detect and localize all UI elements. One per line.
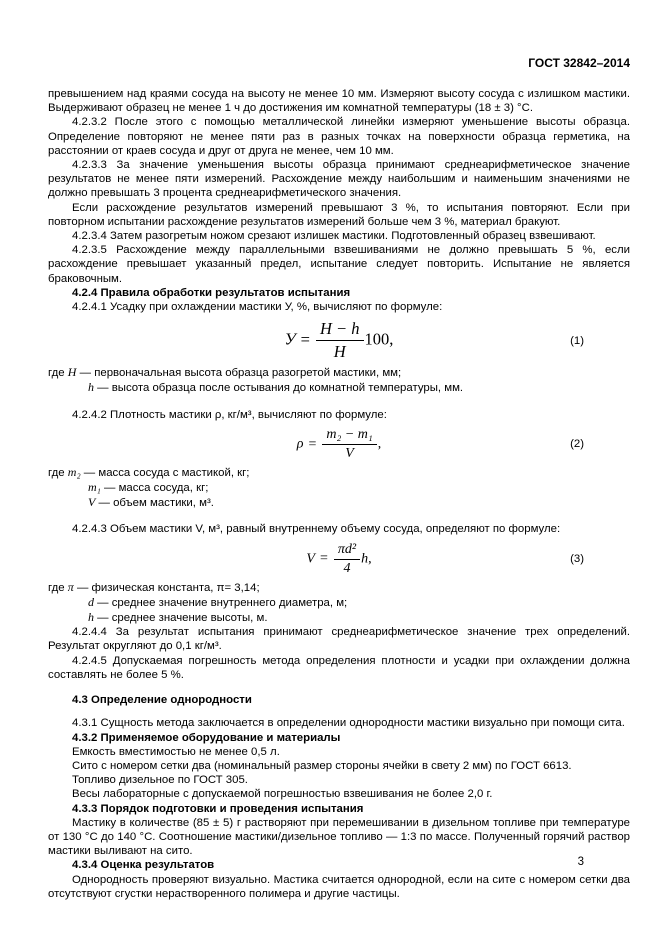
where-variable: m₁ bbox=[88, 480, 101, 495]
paragraph-4-2-3-4: 4.2.3.4 Затем разогретым ножом срезают излишек мастики. Подготовленный образец взвешивают. bbox=[72, 230, 596, 243]
heading-4-3-2: 4.3.2 Применяемое оборудование и материалы bbox=[72, 731, 341, 744]
fraction bbox=[316, 319, 364, 362]
formula-suffix: , bbox=[368, 551, 372, 567]
equals-sign: = bbox=[308, 436, 317, 452]
paragraph-4-2-4-5: 4.2.4.5 Допускаемая погрешность метода определения плотности и усадки при охлаждении должна составлять не более 5 %. bbox=[48, 654, 630, 681]
where-line bbox=[48, 595, 630, 610]
paragraph-4-2-3-2: 4.2.3.2 После этого с помощью металлической линейки измеряют уменьшение высоты образца. Определение повторяют не менее пяти раз в разных точках на поверхности образца герметика, на расстоянии от краев сосуда и друг от друга не менее, чем 10 мм. bbox=[48, 116, 630, 157]
formula-lhs: V bbox=[306, 551, 315, 567]
where-lead: где bbox=[48, 466, 68, 479]
formula-2 bbox=[48, 427, 630, 462]
formula-suffix: 100, bbox=[364, 329, 394, 349]
where-line bbox=[48, 365, 630, 380]
where-line bbox=[48, 580, 630, 595]
formula-1 bbox=[48, 319, 630, 362]
heading-4-3: 4.3 Определение однородности bbox=[72, 694, 252, 707]
paragraph-4-2-3-5: 4.2.3.5 Расхождение между параллельными взвешиваниями не должно превышать 5 %, если расхождение превышает указанный предел, испытание следует повторить. Испытание не является браковочным. bbox=[48, 244, 630, 285]
where-variable: H bbox=[67, 365, 77, 380]
paragraph-4-2-4-2: 4.2.4.2 Плотность мастики ρ, кг/м³, вычисляют по формуле: bbox=[72, 408, 387, 421]
paragraph-discrepancy-rule: Если расхождение результатов измерений превышают 3 %, то испытания повторяют. Если при повторном испытании расхождение результатов измерений больше чем 3 %, материал бракуют. bbox=[48, 201, 630, 228]
paragraph-sieve: Сито с номером сетки два (номинальный размер стороны ячейки в свету 2 мм) по ГОСТ 6613. bbox=[72, 759, 572, 772]
paragraph-intro-continuation: превышением над краями сосуда на высоту не менее 10 мм. Измеряют высоту сосуда с излишком мастики. Выдерживают образец не менее 1 ч до достижения им комнатной температуры (18 ± 3) °С. bbox=[48, 88, 630, 115]
formula-1-expression bbox=[285, 319, 394, 362]
fraction bbox=[334, 542, 360, 577]
doc-code-header: ГОСТ 32842–2014 bbox=[528, 56, 630, 70]
formula-number: (1) bbox=[570, 334, 584, 347]
paragraph-4-2-4-1: 4.2.4.1 Усадку при охлаждении мастики У, %, вычисляют по формуле: bbox=[72, 301, 443, 314]
where-variable: m₂ bbox=[67, 464, 81, 479]
heading-4-2-4: 4.2.4 Правила обработки результатов испытания bbox=[72, 286, 351, 299]
where-text: — среднее значение внутреннего диаметра, м; bbox=[94, 596, 348, 609]
formula-suffix: , bbox=[377, 436, 382, 452]
where-text: — объем мастики, м³. bbox=[95, 497, 214, 510]
where-variable: π bbox=[67, 579, 74, 594]
where-line bbox=[48, 610, 630, 625]
where-text: — физическая константа, π= 3,14; bbox=[73, 581, 260, 594]
page-number: 3 bbox=[577, 856, 584, 868]
fraction bbox=[322, 427, 376, 462]
formula-lhs: ρ bbox=[296, 436, 304, 452]
where-line bbox=[48, 465, 630, 480]
fraction-denominator: 4 bbox=[343, 560, 351, 576]
paragraph-4-2-3-3: 4.2.3.3 За значение уменьшения высоты образца принимают среднеарифметическое значение результатов не менее пяти измерений. Расхождение между наибольшим и наименьшим значениями не должно превышать 3 процента среднеарифметического значения. bbox=[48, 159, 630, 200]
paragraph-capacity: Емкость вместимостью не менее 0,5 л. bbox=[72, 745, 280, 758]
formula-suffix-variable: h bbox=[361, 551, 369, 567]
fraction-numerator: m₂ − m₁ bbox=[322, 427, 376, 445]
heading-4-3-3: 4.3.3 Порядок подготовки и проведения испытания bbox=[72, 802, 364, 815]
fraction-denominator: H bbox=[333, 342, 346, 362]
paragraph-4-3-3-body: Мастику в количестве (85 ± 5) г растворяют при перемешивании в дизельном топливе при температуре от 130 °С до 140 °С. Соотношение мастики/дизельное топливо — 1:3 по массе. Полученный горячий раствор мастики выливают на сито. bbox=[48, 816, 630, 858]
where-line bbox=[48, 495, 630, 510]
equals-sign: = bbox=[319, 551, 328, 567]
where-variable: V bbox=[88, 495, 96, 510]
formula-number: (2) bbox=[570, 438, 584, 451]
paragraph-4-2-4-4: 4.2.4.4 За результат испытания принимают среднеарифметическое значение трех определений. Результат округляют до 0,1 кг/м³. bbox=[48, 626, 630, 653]
where-text: — среднее значение высоты, м. bbox=[94, 612, 268, 625]
where-variable: d bbox=[88, 594, 94, 609]
paragraph-4-3-1: 4.3.1 Сущность метода заключается в определении однородности мастики визуально при помощи сита. bbox=[72, 717, 625, 730]
where-lead: где bbox=[48, 581, 68, 594]
where-line bbox=[48, 480, 630, 495]
fraction-numerator: H − h bbox=[316, 319, 364, 341]
equals-sign: = bbox=[300, 329, 310, 349]
where-variable: h bbox=[88, 380, 94, 395]
where-text: — масса сосуда, кг; bbox=[100, 482, 209, 495]
paragraph-scales: Весы лабораторные с допускаемой погрешностью взвешивания не более 2,0 г. bbox=[72, 788, 493, 801]
paragraph-4-2-4-3: 4.2.4.3 Объем мастики V, м³, равный внутреннему объему сосуда, определяют по формуле: bbox=[72, 523, 561, 536]
heading-4-3-4: 4.3.4 Оценка результатов bbox=[72, 859, 215, 872]
formula-lhs: У bbox=[284, 329, 296, 349]
paragraph-4-3-4-body: Однородность проверяют визуально. Мастика считается однородной, если на сите с номером сетки два отсутствуют сгустки нерастворенного полимера и другие частицы. bbox=[48, 873, 630, 900]
where-text: — первоначальная высота образца разогретой мастики, мм; bbox=[76, 367, 402, 380]
where-text: — масса сосуда с мастикой, кг; bbox=[80, 466, 250, 479]
where-text: — высота образца после остывания до комнатной температуры, мм. bbox=[94, 382, 464, 395]
where-lead: где bbox=[48, 367, 68, 380]
formula-3 bbox=[48, 542, 630, 577]
fraction-numerator: πd² bbox=[334, 542, 360, 560]
where-line bbox=[48, 380, 630, 395]
formula-3-expression bbox=[306, 542, 371, 577]
where-variable: h bbox=[88, 610, 94, 625]
formula-2-expression bbox=[297, 427, 382, 462]
paragraph-fuel: Топливо дизельное по ГОСТ 305. bbox=[72, 774, 248, 787]
fraction-denominator: V bbox=[345, 445, 354, 461]
formula-number: (3) bbox=[570, 553, 584, 566]
